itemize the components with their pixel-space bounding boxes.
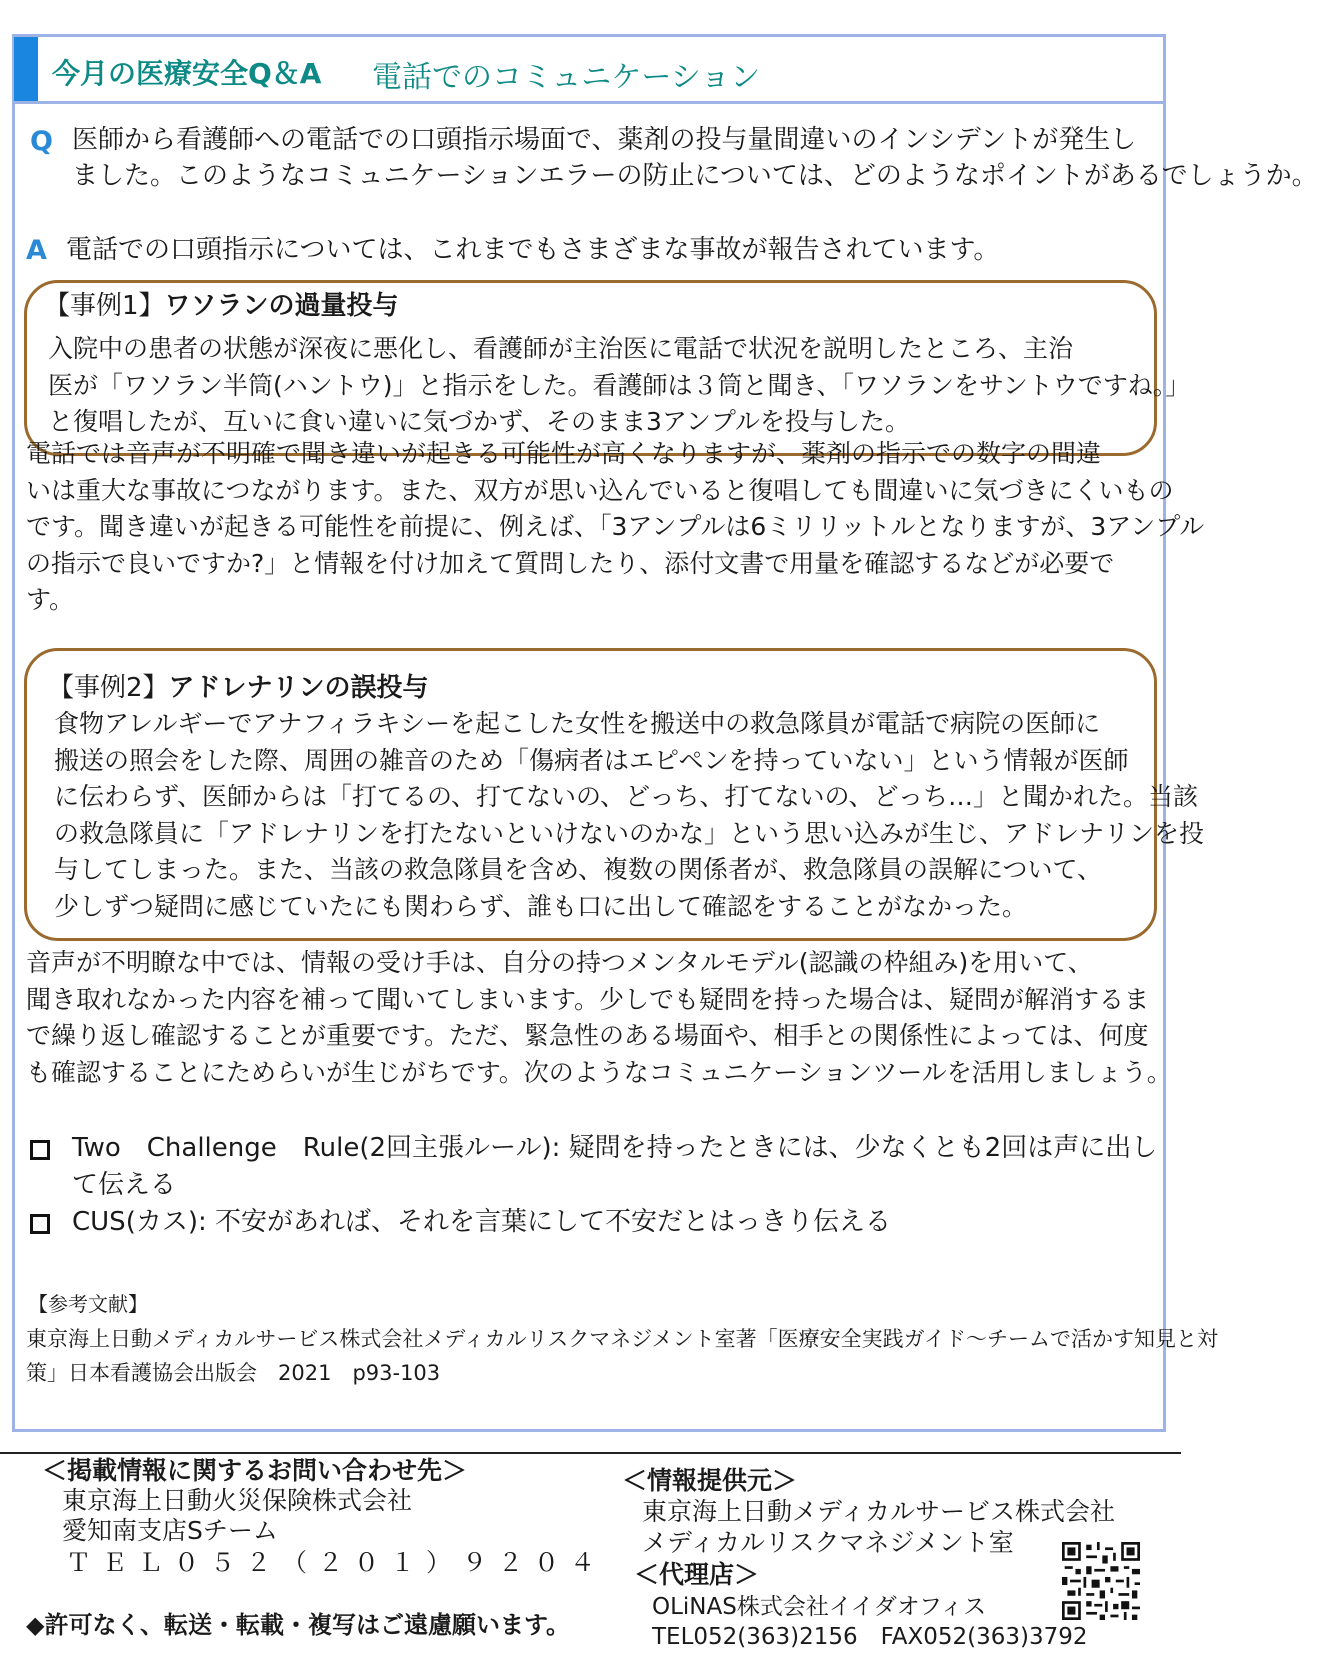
page-subtitle: 電話でのコミュニケーション: [372, 60, 761, 95]
paragraph-line: 音声が不明瞭な中では、情報の受け手は、自分の持つメンタルモデル(認識の枠組み)を用いて、: [26, 948, 1093, 977]
checkbox-square-icon: [30, 1140, 50, 1160]
copy-notice: ◆許可なく、転送・転載・複写はご遠慮願います。: [26, 1611, 571, 1639]
agent-contact: TEL052(363)2156 FAX052(363)3792: [652, 1624, 1088, 1650]
case1-line: 医が「ワソラン半筒(ハントウ)」と指示をした。看護師は３筒と聞き、「ワソランをサントウですね。」: [48, 370, 1191, 400]
contact-branch: 愛知南支店Sチーム: [62, 1516, 278, 1545]
provider-dept: メディカルリスクマネジメント室: [642, 1528, 1014, 1557]
references-title: 【参考文献】: [28, 1292, 148, 1316]
checkbox-square-icon: [30, 1214, 50, 1234]
paragraph-line: 電話では音声が不明確で聞き違いが起きる可能性が高くなりますが、薬剤の指示での数字の間違: [26, 439, 1102, 468]
paragraph-line: の指示で良いですか?」と情報を付け加えて質問したり、添付文書で用量を確認するなどが必要で: [26, 548, 1115, 578]
footer-divider: [0, 1452, 1181, 1454]
case2-line: の救急隊員に「アドレナリンを打たないといけないのかな」という思い込みが生じ、アドレナリンを投: [54, 818, 1205, 848]
paragraph-2: [26, 945, 1172, 1091]
bullet-item: [26, 1204, 1156, 1241]
case2-line: に伝わらず、医師からは「打てるの、打てないの、どっち、打てないの、どっち…」と聞かれた。当該: [54, 782, 1199, 811]
case2-title-text: アドレナリンの誤投与: [168, 673, 429, 703]
reference-line: 策」日本看護協会出版会 2021 p93-103: [26, 1361, 441, 1385]
paragraph-line: も確認することにためらいが生じがちです。次のようなコミュニケーションツールを活用しましょう。: [26, 1057, 1172, 1087]
qr-code-icon[interactable]: [1062, 1542, 1140, 1620]
case2-bracket: 【事例2】: [48, 673, 169, 703]
question-line: ました。このようなコミュニケーションエラーの防止については、どのようなポイントがあるでしょうか。: [72, 161, 1318, 191]
contact-title: ＜掲載情報に関するお問い合わせ先＞: [42, 1456, 468, 1485]
case1-title: [44, 288, 399, 324]
provider-title: ＜情報提供元＞: [622, 1466, 798, 1495]
question-text: [72, 122, 1318, 194]
case2-title: [48, 670, 429, 706]
paragraph-line: す。: [26, 585, 75, 614]
header-accent-bar: [14, 37, 38, 101]
bullet-line: Two Challenge Rule(2回主張ルール): 疑問を持ったときには、少なくとも2回は声に出し: [72, 1133, 1158, 1163]
contact-tel: ＴＥＬ０５２（２０１）９２０４: [66, 1548, 607, 1577]
answer-mark-label: A: [26, 235, 47, 266]
page-title: 今月の医療安全Q＆A: [52, 57, 322, 90]
case1-body: [48, 331, 1190, 441]
case1-title-text: ワソランの過量投与: [164, 291, 399, 321]
paragraph-line: です。聞き違いが起きる可能性を前提に、例えば、「3アンプルは6ミリリットルとなりますが、3アンプル: [26, 512, 1205, 541]
paragraph-1: [26, 436, 1205, 619]
case1-line: 入院中の患者の状態が深夜に悪化し、看護師が主治医に電話で状況を説明したところ、主治: [48, 334, 1074, 363]
paragraph-line: で繰り返し確認することが重要です。ただ、緊急性のある場面や、相手との関係性によっては、何度: [26, 1021, 1149, 1050]
case2-body: [54, 706, 1204, 925]
agent-name: OLiNAS株式会社イイダオフィス: [652, 1594, 987, 1620]
case2-line: 食物アレルギーでアナフィラキシーを起こした女性を搬送中の救急隊員が電話で病院の医師に: [54, 709, 1101, 738]
answer-text: 電話での口頭指示については、これまでもさまざまな事故が報告されています。: [66, 235, 1000, 265]
bullet-line: CUS(カス): 不安があれば、それを言葉にして不安だとはっきり伝える: [72, 1207, 892, 1237]
case1-bracket: 【事例1】: [44, 291, 165, 321]
bullet-line: て伝える: [72, 1170, 177, 1200]
reference-line: 東京海上日動メディカルサービス株式会社メディカルリスクマネジメント室著「医療安全実践ガイド～チームで活かす知見と対: [26, 1327, 1218, 1351]
paragraph-line: いは重大な事故につながります。また、双方が思い込んでいると復唱しても間違いに気づきにくいもの: [26, 475, 1174, 505]
case2-line: 与してしまった。また、当該の救急隊員を含め、複数の関係者が、救急隊員の誤解について、: [54, 855, 1103, 884]
question-line: 医師から看護師への電話での口頭指示場面で、薬剤の投与量間違いのインシデントが発生し: [72, 125, 1137, 155]
agent-title: ＜代理店＞: [634, 1560, 760, 1589]
case1-line: と復唱したが、互いに食い違いに気づかず、そのまま3アンプルを投与した。: [48, 407, 910, 436]
case2-line: 搬送の照会をした際、周囲の雑音のため「傷病者はエピペンを持っていない」という情報が医師: [54, 745, 1129, 775]
question-mark-label: Q: [30, 126, 53, 157]
references-body: [26, 1322, 1218, 1390]
bullet-list: [26, 1130, 1156, 1241]
bullet-item: [26, 1130, 1156, 1204]
case2-line: 少しずつ疑問に感じていたにも関わらず、誰も口に出して確認をすることがなかった。: [54, 891, 1028, 921]
paragraph-line: 聞き取れなかった内容を補って聞いてしまいます。少しでも疑問を持った場合は、疑問が解消するま: [26, 984, 1150, 1014]
provider-company: 東京海上日動メディカルサービス株式会社: [642, 1497, 1116, 1526]
contact-company: 東京海上日動火災保険株式会社: [62, 1486, 413, 1515]
